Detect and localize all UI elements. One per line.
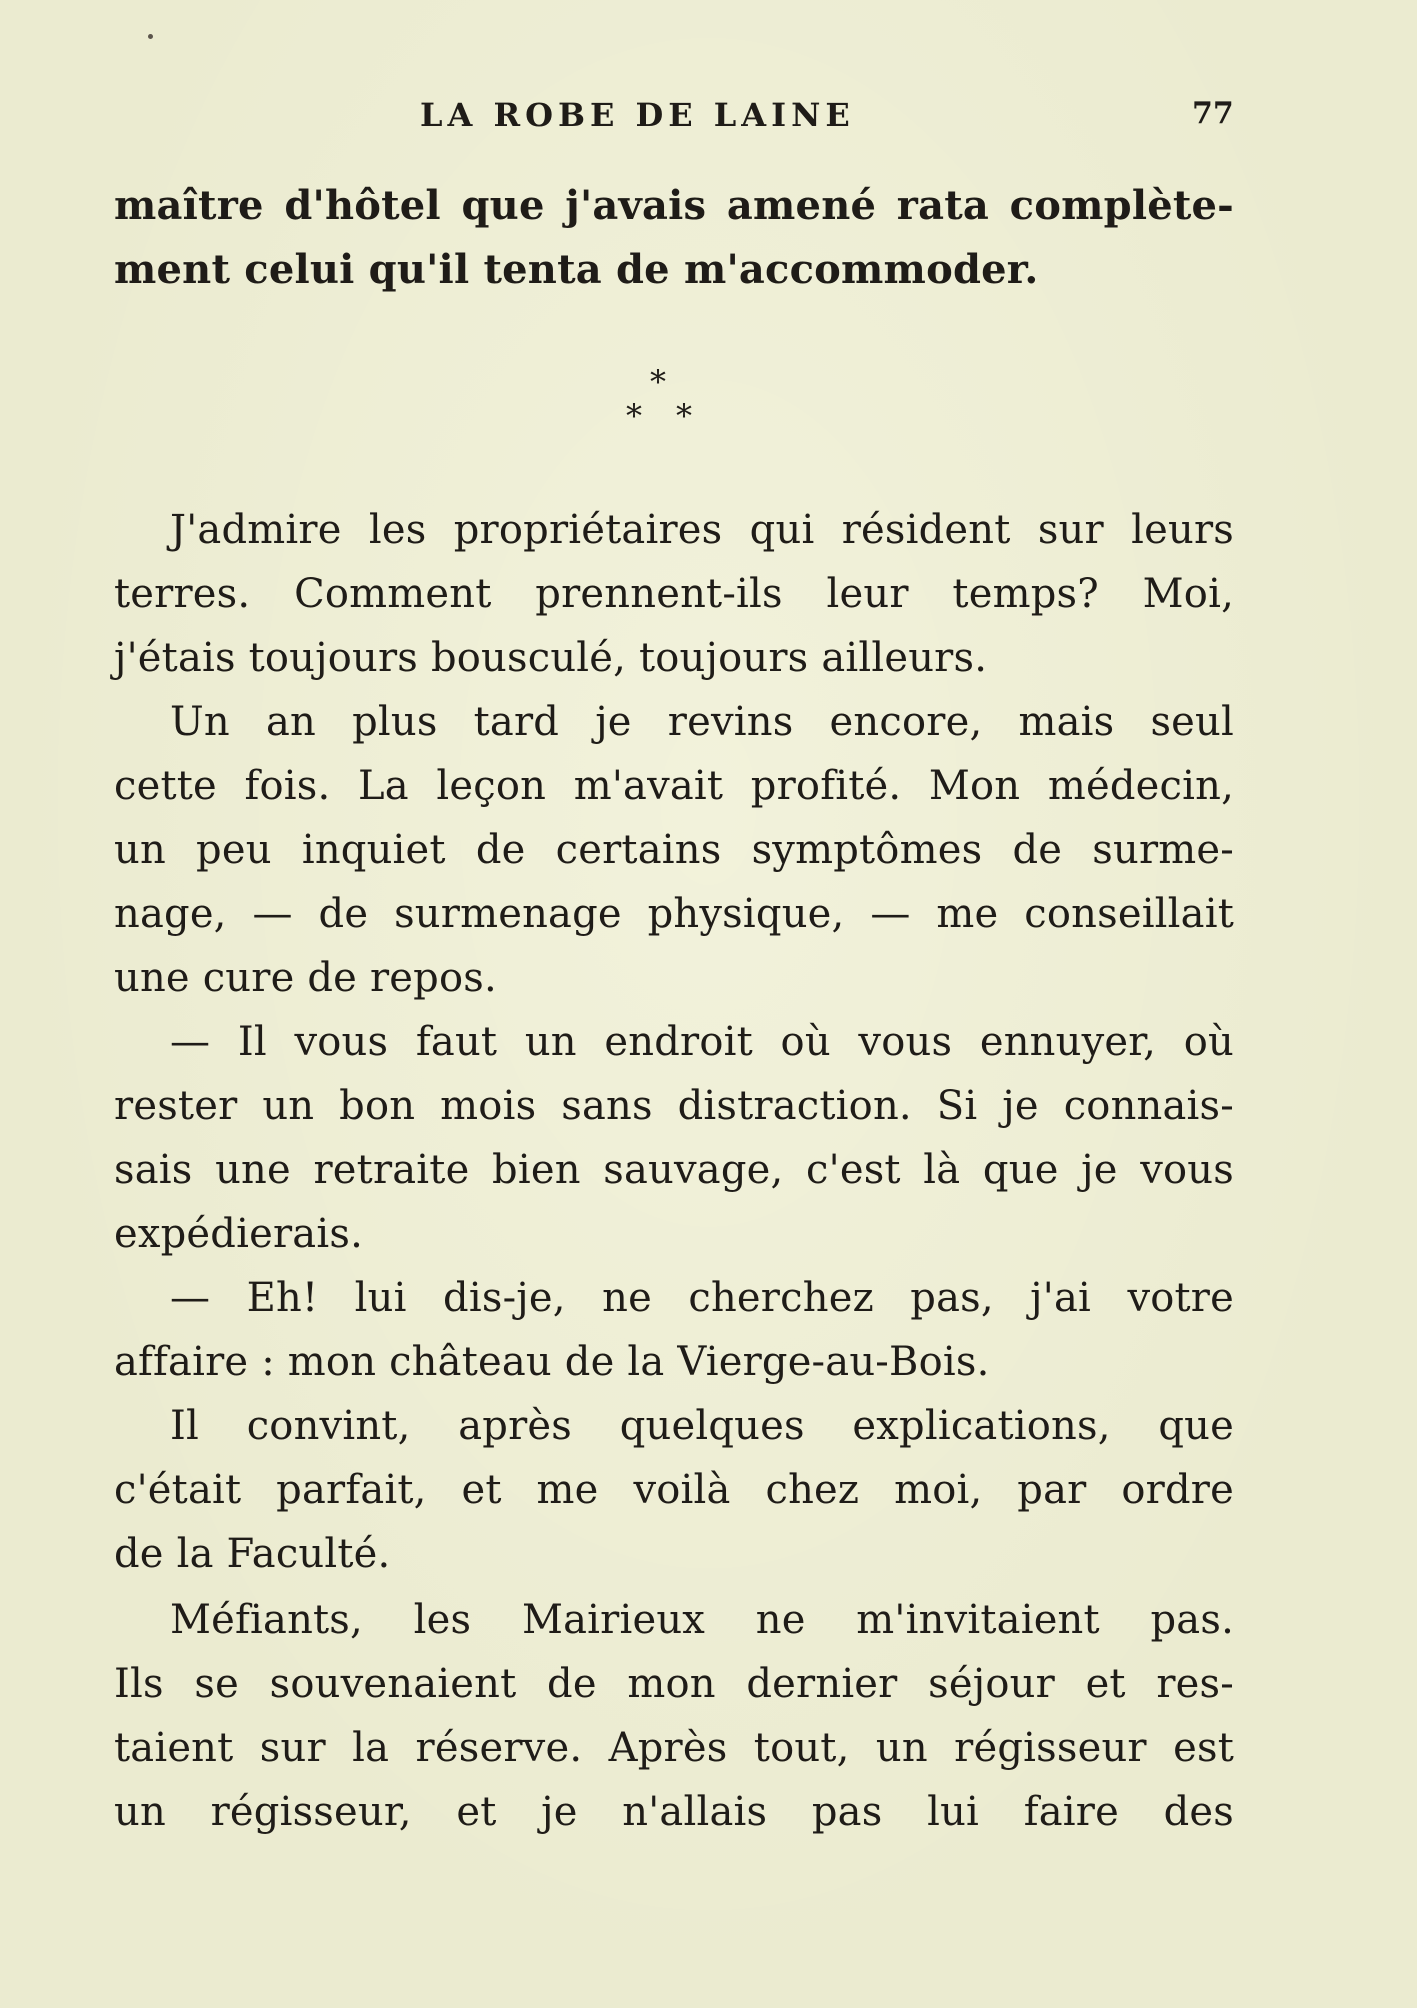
text-line: cette fois. La leçon m'avait profité. Mon médecin, [114, 763, 1234, 809]
text-line: Un an plus tard je revins encore, mais seul [170, 699, 1234, 745]
ink-speck [148, 34, 153, 39]
section-break-asterism [608, 363, 718, 436]
text-line: — Il vous faut un endroit où vous ennuyer, où [170, 1019, 1234, 1065]
page-number: 77 [1192, 96, 1234, 131]
text-line: Il convint, après quelques explications, que [170, 1403, 1234, 1449]
text-line: un régisseur, et je n'allais pas lui faire des [114, 1789, 1234, 1835]
text-line: nage, — de surmenage physique, — me conseillait [114, 891, 1234, 937]
text-line: Méfiants, les Mairieux ne m'invitaient pas. [170, 1597, 1234, 1643]
text-line: taient sur la réserve. Après tout, un régisseur est [114, 1725, 1234, 1771]
text-line: ment celui qu'il tenta de m'accommoder. [114, 246, 1039, 293]
text-line: affaire : mon château de la Vierge-au-Bois. [114, 1339, 990, 1385]
running-title: LA ROBE DE LAINE [420, 96, 855, 134]
text-line: maître d'hôtel que j'avais amené rata complète- [114, 182, 1234, 229]
asterism-star-icon: * [676, 397, 692, 435]
text-line: une cure de repos. [114, 955, 497, 1001]
text-line: rester un bon mois sans distraction. Si je connais- [114, 1083, 1234, 1129]
text-line: terres. Comment prennent-ils leur temps? Moi, [114, 571, 1234, 617]
text-line: un peu inquiet de certains symptômes de surme- [114, 827, 1234, 873]
text-line: j'étais toujours bousculé, toujours ailleurs. [114, 635, 988, 681]
asterism-star-icon: * [650, 363, 666, 401]
text-line: sais une retraite bien sauvage, c'est là que je vous [114, 1147, 1234, 1193]
text-line: J'admire les propriétaires qui résident sur leurs [170, 507, 1234, 553]
text-line: expédierais. [114, 1211, 363, 1257]
text-line: Ils se souvenaient de mon dernier séjour et res- [114, 1661, 1234, 1707]
running-head [0, 96, 1417, 146]
asterism-star-icon: * [626, 397, 642, 435]
text-line: c'était parfait, et me voilà chez moi, par ordre [114, 1467, 1234, 1513]
text-line: — Eh! lui dis-je, ne cherchez pas, j'ai votre [170, 1275, 1234, 1321]
text-line: de la Faculté. [114, 1531, 391, 1577]
